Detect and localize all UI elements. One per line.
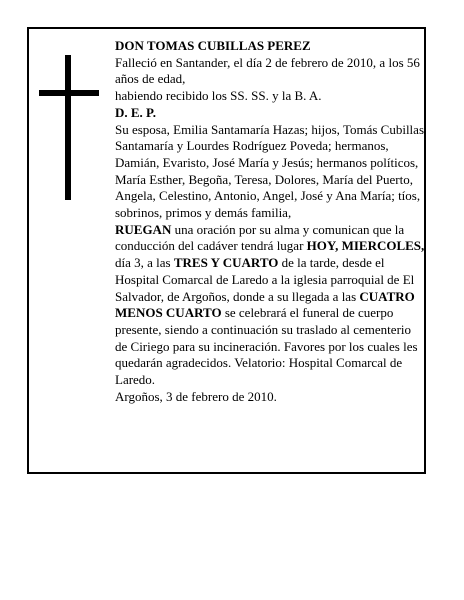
hoy-miercoles: HOY, MIERCOLES, xyxy=(306,238,425,254)
obituary-notice xyxy=(27,27,426,474)
deceased-name: DON TOMAS CUBILLAS PEREZ xyxy=(115,38,311,53)
funeral-announcement xyxy=(115,222,425,389)
death-details: Falleció en Santander, el día 2 de febrero de 2010, a los 56 años de edad, xyxy=(115,54,420,87)
announcement-text-3: de la tarde, desde el Hospital Comarcal de Laredo a la iglesia parroquial de El Salvador, de Argoños, donde a su llegada a las xyxy=(115,255,415,304)
cross-horizontal-bar xyxy=(39,90,99,96)
cross-vertical-bar xyxy=(65,55,71,200)
tres-y-cuarto: TRES Y CUARTO xyxy=(173,255,279,271)
family-list: Su esposa, Emilia Santamaría Hazas; hijos, Tomás Cubillas Santamaría y Lourdes Rodríguez Poveda; hermanos, Damián, Evaristo, José María y Jesús; hermanos políticos, María Esther, Begoña, Teresa, Dolores, María del Puerto, Angela, Celestino, Antonio, Angel, José y Ana María; tíos, sobrinos, primos y demás familia, xyxy=(115,121,424,221)
place-and-date: Argoños, 3 de febrero de 2010. xyxy=(115,388,277,404)
notice-text xyxy=(115,38,425,405)
cuatro-menos-cuarto: CUATRO MENOS CUARTO xyxy=(115,288,415,321)
announcement-text-2: día 3, a las xyxy=(115,255,174,271)
announcement-text-4: se celebrará el funeral de cuerpo presente, siendo a continuación su traslado al cementerio de Ciriego para su incineración. Favores por los cuales les quedarán agradecidos. Velatorio: Hospital Comarcal de Laredo. xyxy=(115,305,418,388)
ruegan-word: RUEGAN xyxy=(115,221,172,237)
dep-line: D. E. P. xyxy=(115,104,157,120)
cross-icon xyxy=(39,55,99,200)
announcement-text-1: una oración por su alma y comunican que la conducción del cadáver tendrá lugar xyxy=(115,221,405,254)
sacraments-line: habiendo recibido los SS. SS. y la B. A. xyxy=(115,88,322,104)
